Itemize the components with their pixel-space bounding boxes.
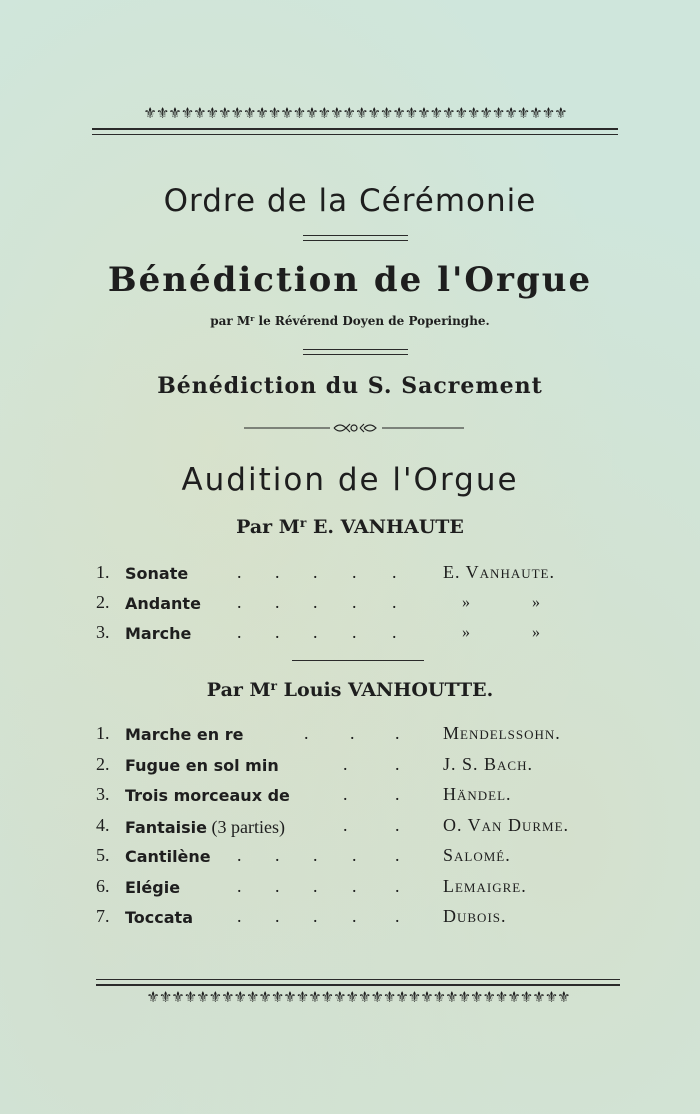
top-ornament-border: ⚜⚜⚜⚜⚜⚜⚜⚜⚜⚜⚜⚜⚜⚜⚜⚜⚜⚜⚜⚜⚜⚜⚜⚜⚜⚜⚜⚜⚜⚜⚜⚜⚜⚜	[143, 104, 567, 122]
performer-1-name: E. VANHAUTE	[306, 516, 464, 539]
performer-1	[0, 515, 700, 538]
leader-dots: . . . . .	[237, 876, 400, 896]
leader-dots: . . .	[304, 723, 400, 743]
performer-2-prefix: Par M	[206, 679, 271, 702]
officiant-sup: r	[250, 314, 255, 324]
ditto-marks: » »	[462, 594, 540, 611]
program-row	[0, 562, 700, 586]
program-row	[0, 906, 700, 930]
program-row	[0, 592, 700, 616]
officiant-prefix: par M	[210, 314, 251, 328]
item-number: 2.	[96, 754, 110, 774]
audition-title: Audition de l'Orgue	[181, 462, 519, 498]
leader-dots: . .	[343, 815, 400, 835]
divider-2a	[303, 349, 408, 350]
piece-title: Marche	[125, 624, 192, 643]
bottom-ornament-border: ⚜⚜⚜⚜⚜⚜⚜⚜⚜⚜⚜⚜⚜⚜⚜⚜⚜⚜⚜⚜⚜⚜⚜⚜⚜⚜⚜⚜⚜⚜⚜⚜⚜⚜	[146, 988, 570, 1006]
item-number: 4.	[96, 815, 110, 835]
piece-title: Toccata	[125, 908, 193, 927]
top-rule-thick	[92, 128, 618, 130]
item-number: 3.	[96, 784, 110, 804]
performer-1-sup: r	[299, 515, 307, 530]
composer-name: Salomé.	[443, 845, 511, 865]
divider-2b	[303, 354, 408, 355]
leader-dots: . . . . .	[237, 845, 400, 865]
composer-name: Dubois.	[443, 906, 507, 926]
composer-name: J. S. Bach.	[443, 754, 533, 774]
program-row	[0, 876, 700, 900]
item-number: 5.	[96, 845, 110, 865]
leader-dots: . . . . .	[237, 592, 397, 612]
composer-name: Mendelssohn.	[443, 723, 561, 743]
piece-title: Trois morceaux de	[125, 786, 290, 805]
program-row	[0, 622, 700, 646]
officiant-rest: le Révérend Doyen de Poperinghe.	[254, 314, 490, 328]
performer-2-sup: r	[270, 678, 278, 693]
item-number: 7.	[96, 906, 110, 926]
piece-title: Sonate	[125, 564, 189, 583]
item-number: 1.	[96, 723, 110, 743]
item-number: 1.	[96, 562, 110, 582]
ceremony-heading: Ordre de la Cérémonie	[163, 183, 537, 219]
performer-2	[0, 678, 700, 701]
top-rule-thin	[92, 134, 618, 135]
ditto-marks: » »	[462, 624, 540, 641]
composer-name: O. Van Durme.	[443, 815, 570, 835]
piece-title: Fugue en sol min	[125, 756, 279, 775]
divider-1a	[303, 235, 408, 236]
program-row	[0, 754, 700, 778]
program-row	[0, 815, 700, 839]
composer-name: Händel.	[443, 784, 512, 804]
leader-dots: . . . . .	[237, 622, 397, 642]
performer-2-name: Louis VANHOUTTE.	[277, 679, 494, 702]
piece-title-extra: (3 parties)	[206, 817, 285, 837]
program-row	[0, 723, 700, 747]
program-row	[0, 784, 700, 808]
leader-dots: . . . . .	[237, 562, 397, 582]
leader-dots: . .	[343, 754, 400, 774]
piece-title: Cantilène	[125, 847, 211, 866]
composer-name: Lemaigre.	[443, 876, 527, 896]
item-number: 2.	[96, 592, 110, 612]
bottom-rule-thick	[96, 984, 620, 986]
piece-title: Andante	[125, 594, 201, 613]
performer-1-prefix: Par M	[236, 516, 300, 539]
piece-title: Elégie	[125, 878, 181, 897]
bottom-rule-thin	[96, 979, 620, 980]
piece-title-main: Fantaisie	[125, 818, 207, 837]
benediction-sacrement-title: Bénédiction du S. Sacrement	[157, 373, 543, 399]
piece-title: Marche en re	[125, 725, 244, 744]
divider-1b	[303, 240, 408, 241]
leader-dots: . . . . .	[237, 906, 400, 926]
benediction-orgue-officiant	[0, 314, 700, 328]
composer-name: E. Vanhaute.	[443, 562, 555, 582]
program-row	[0, 845, 700, 869]
fleuron-divider	[0, 417, 700, 439]
divider-3	[292, 660, 424, 661]
item-number: 6.	[96, 876, 110, 896]
item-number: 3.	[96, 622, 110, 642]
leader-dots: . .	[343, 784, 400, 804]
benediction-orgue-title: Bénédiction de l'Orgue	[107, 260, 593, 300]
